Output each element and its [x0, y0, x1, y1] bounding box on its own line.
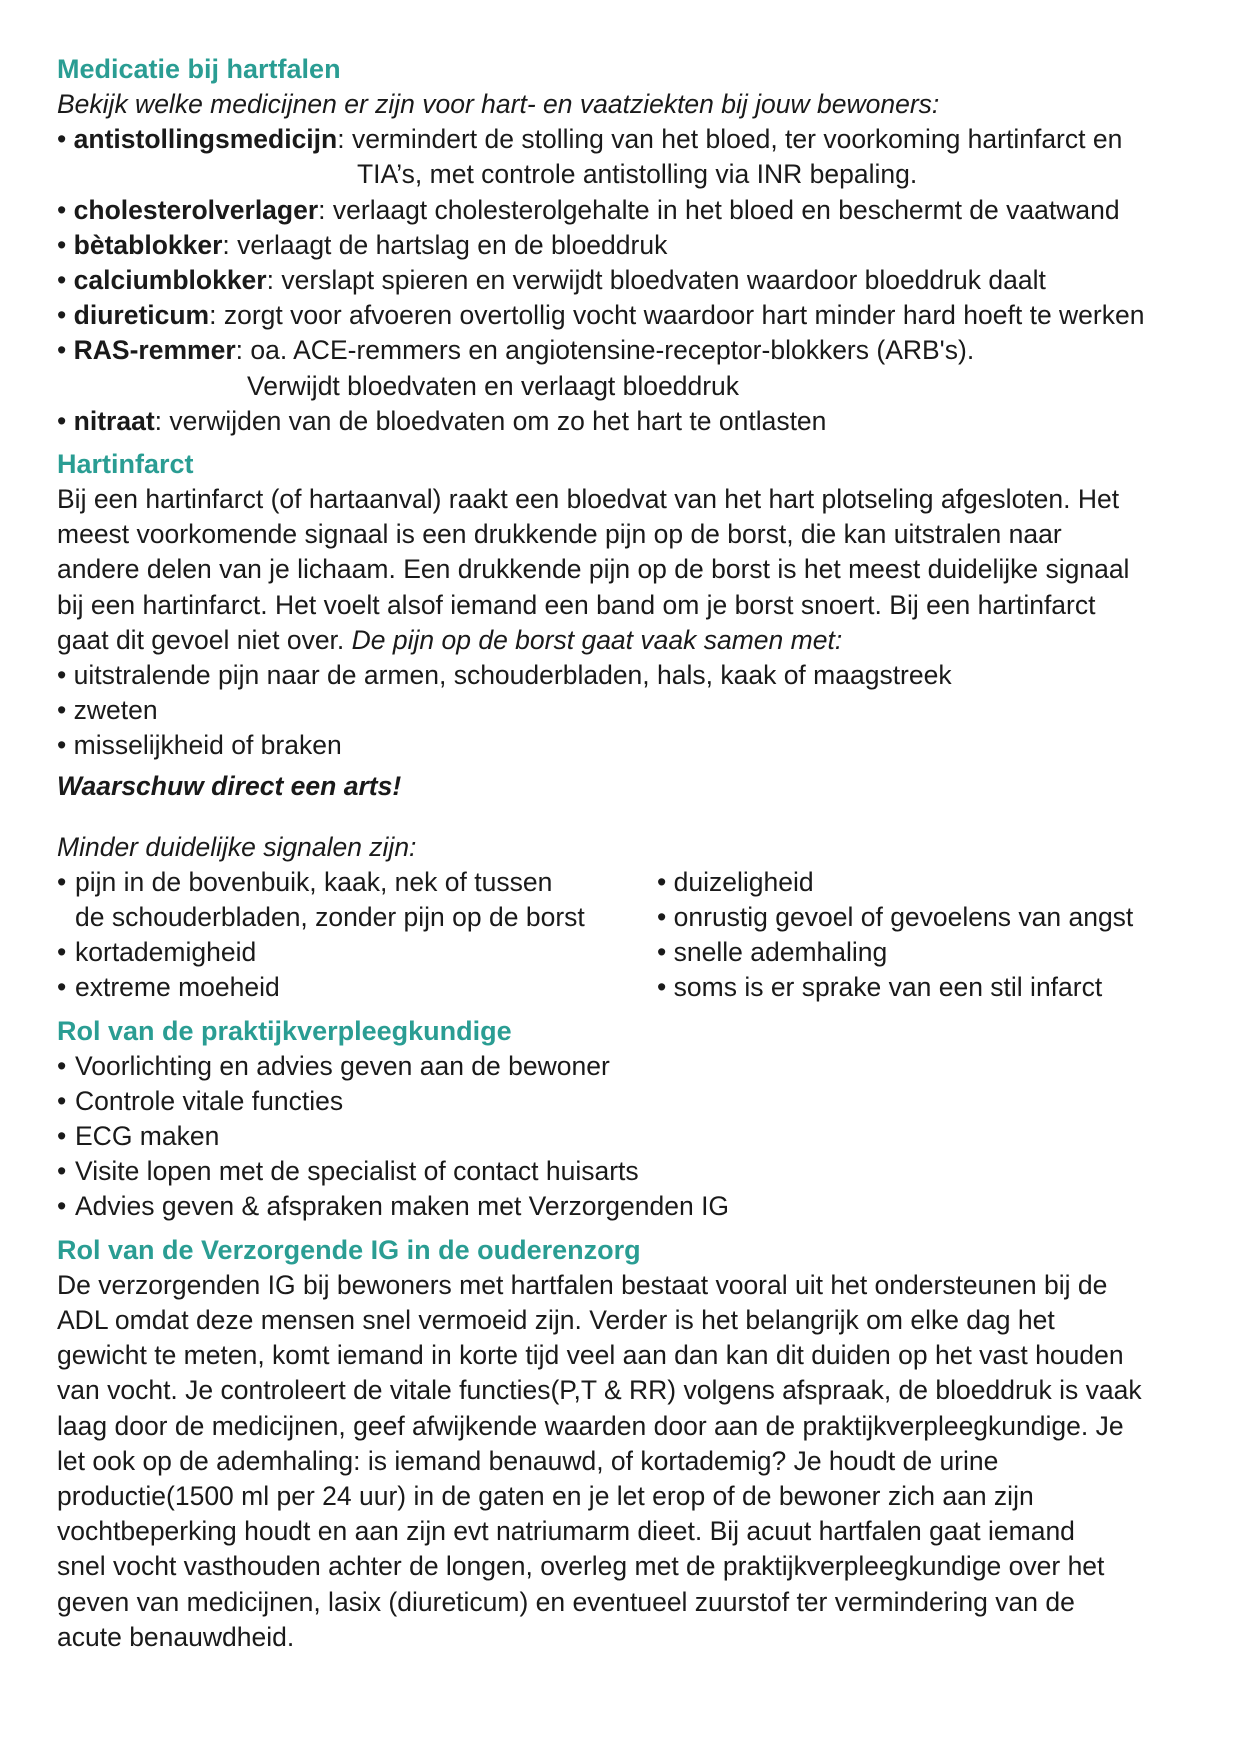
- hartinfarct-line: Bij een hartinfarct (of hartaanval) raakt een bloedvat van het hart plotseling afgesloten. Het: [57, 484, 1120, 515]
- signal-item: • kortademigheid: [57, 937, 257, 968]
- pvk-item: • ECG maken: [57, 1121, 220, 1152]
- med-item-diureticum: • diureticum: zorgt voor afvoeren overtollig vocht waardoor hart minder hard hoeft te werken: [57, 300, 1145, 331]
- warning-text: Waarschuw direct een arts!: [57, 770, 402, 801]
- symptom-item: • misselijkheid of braken: [57, 730, 342, 761]
- signal-item: • extreme moeheid: [57, 972, 280, 1003]
- hartinfarct-line: bij een hartinfarct. Het voelt alsof iemand een band om je borst snoert. Bij een hartinfarct: [57, 589, 1096, 620]
- section-rol-vig: [57, 1233, 1207, 1655]
- signal-item: • duizeligheid: [657, 866, 814, 897]
- minder-heading: Minder duidelijke signalen zijn:: [57, 831, 417, 862]
- vig-line: laag door de medicijnen, geef afwijkende waarden door aan de praktijkverpleegkundige. Je: [57, 1410, 1124, 1441]
- signal-item: • soms is er sprake van een stil infarct: [657, 972, 1103, 1003]
- pvk-item: • Controle vitale functies: [57, 1085, 344, 1116]
- document-page: [57, 52, 1207, 1655]
- signals-columns: [57, 865, 1207, 1006]
- hartinfarct-line: meest voorkomende signaal is een drukkende pijn op de borst, die kan uitstralen naar: [57, 519, 1062, 550]
- vig-line: geven van medicijnen, lasix (diureticum) en eventueel zuurstof ter vermindering van de: [57, 1586, 1075, 1617]
- med-item-ras-remmer-cont: Verwijdt bloedvaten en verlaagt bloeddruk: [247, 370, 740, 401]
- signals-right: [657, 865, 1207, 1006]
- section-rol-pvk: [57, 1014, 1207, 1225]
- signal-item: • pijn in de bovenbuik, kaak, nek of tussen: [57, 866, 553, 897]
- symptom-item: • zweten: [57, 695, 158, 726]
- heading-medicatie: Medicatie bij hartfalen: [57, 54, 341, 84]
- med-item-antistolling-cont: TIA’s, met controle antistolling via INR bepaling.: [357, 159, 918, 190]
- symptom-item: • uitstralende pijn naar de armen, schouderbladen, hals, kaak of maagstreek: [57, 660, 952, 691]
- section-hartinfarct: [57, 447, 1207, 1006]
- med-item-ras-remmer: • RAS-remmer: oa. ACE-remmers en angiotensine-receptor-blokkers (ARB's).: [57, 335, 975, 366]
- heading-rol-vig: Rol van de Verzorgende IG in de ouderenzorg: [57, 1234, 641, 1265]
- pvk-item: • Advies geven & afspraken maken met Verzorgenden IG: [57, 1191, 730, 1222]
- vig-line: ADL omdat deze mensen snel vermoeid zijn. Verder is het belangrijk om elke dag het: [57, 1304, 1055, 1335]
- vig-line: acute benauwdheid.: [57, 1621, 295, 1652]
- vig-line: De verzorgenden IG bij bewoners met hartfalen bestaat vooral uit het ondersteunen bij de: [57, 1269, 1108, 1300]
- vig-line: snel vocht vasthouden achter de longen, overleg met de praktijkverpleegkundige over het: [57, 1551, 1105, 1582]
- heading-hartinfarct: Hartinfarct: [57, 449, 194, 480]
- vig-line: van vocht. Je controleert de vitale functies(P,T & RR) volgens afspraak, de bloeddruk is vaak: [57, 1375, 1142, 1406]
- hartinfarct-line: andere delen van je lichaam. Een drukkende pijn op de borst is het meest duidelijke signaal: [57, 554, 1130, 585]
- vig-line: let ook op de ademhaling: is iemand benauwd, of kortademig? Je houdt de urine: [57, 1445, 999, 1476]
- med-item-nitraat: • nitraat: verwijden van de bloedvaten om zo het hart te ontlasten: [57, 405, 827, 436]
- vig-line: gewicht te meten, komt iemand in korte tijd veel aan dan kan dit duiden op het vast houden: [57, 1340, 1124, 1371]
- signal-item: • snelle ademhaling: [657, 937, 888, 968]
- vig-line: vochtbeperking houdt en aan zijn evt natriumarm dieet. Bij acuut hartfalen gaat iemand: [57, 1516, 1075, 1547]
- med-item-antistolling: • antistollingsmedicijn: vermindert de stolling van het bloed, ter voorkoming hartinfarct en: [57, 124, 1123, 155]
- signals-left: [57, 865, 657, 1006]
- section-medicatie: [57, 52, 1207, 439]
- med-item-calciumblokker: • calciumblokker: verslapt spieren en verwijdt bloedvaten waardoor bloeddruk daalt: [57, 265, 1046, 296]
- signal-item: • onrustig gevoel of gevoelens van angst: [657, 902, 1134, 933]
- pvk-item: • Voorlichting en advies geven aan de bewoner: [57, 1050, 610, 1081]
- hartinfarct-line-last: gaat dit gevoel niet over. De pijn op de borst gaat vaak samen met:: [57, 624, 843, 655]
- med-item-betablokker: • bètablokker: verlaagt de hartslag en de bloeddruk: [57, 229, 668, 260]
- med-item-cholesterol: • cholesterolverlager: verlaagt cholesterolgehalte in het bloed en beschermt de vaatwand: [57, 194, 1120, 225]
- heading-rol-pvk: Rol van de praktijkverpleegkundige: [57, 1015, 512, 1046]
- signal-item-cont: de schouderbladen, zonder pijn op de borst: [75, 902, 585, 933]
- pvk-item: • Visite lopen met de specialist of contact huisarts: [57, 1156, 639, 1187]
- medicatie-intro: Bekijk welke medicijnen er zijn voor hart- en vaatziekten bij jouw bewoners:: [57, 89, 940, 119]
- vig-line: productie(1500 ml per 24 uur) in de gaten en je let erop of de bewoner zich aan zijn: [57, 1480, 1034, 1511]
